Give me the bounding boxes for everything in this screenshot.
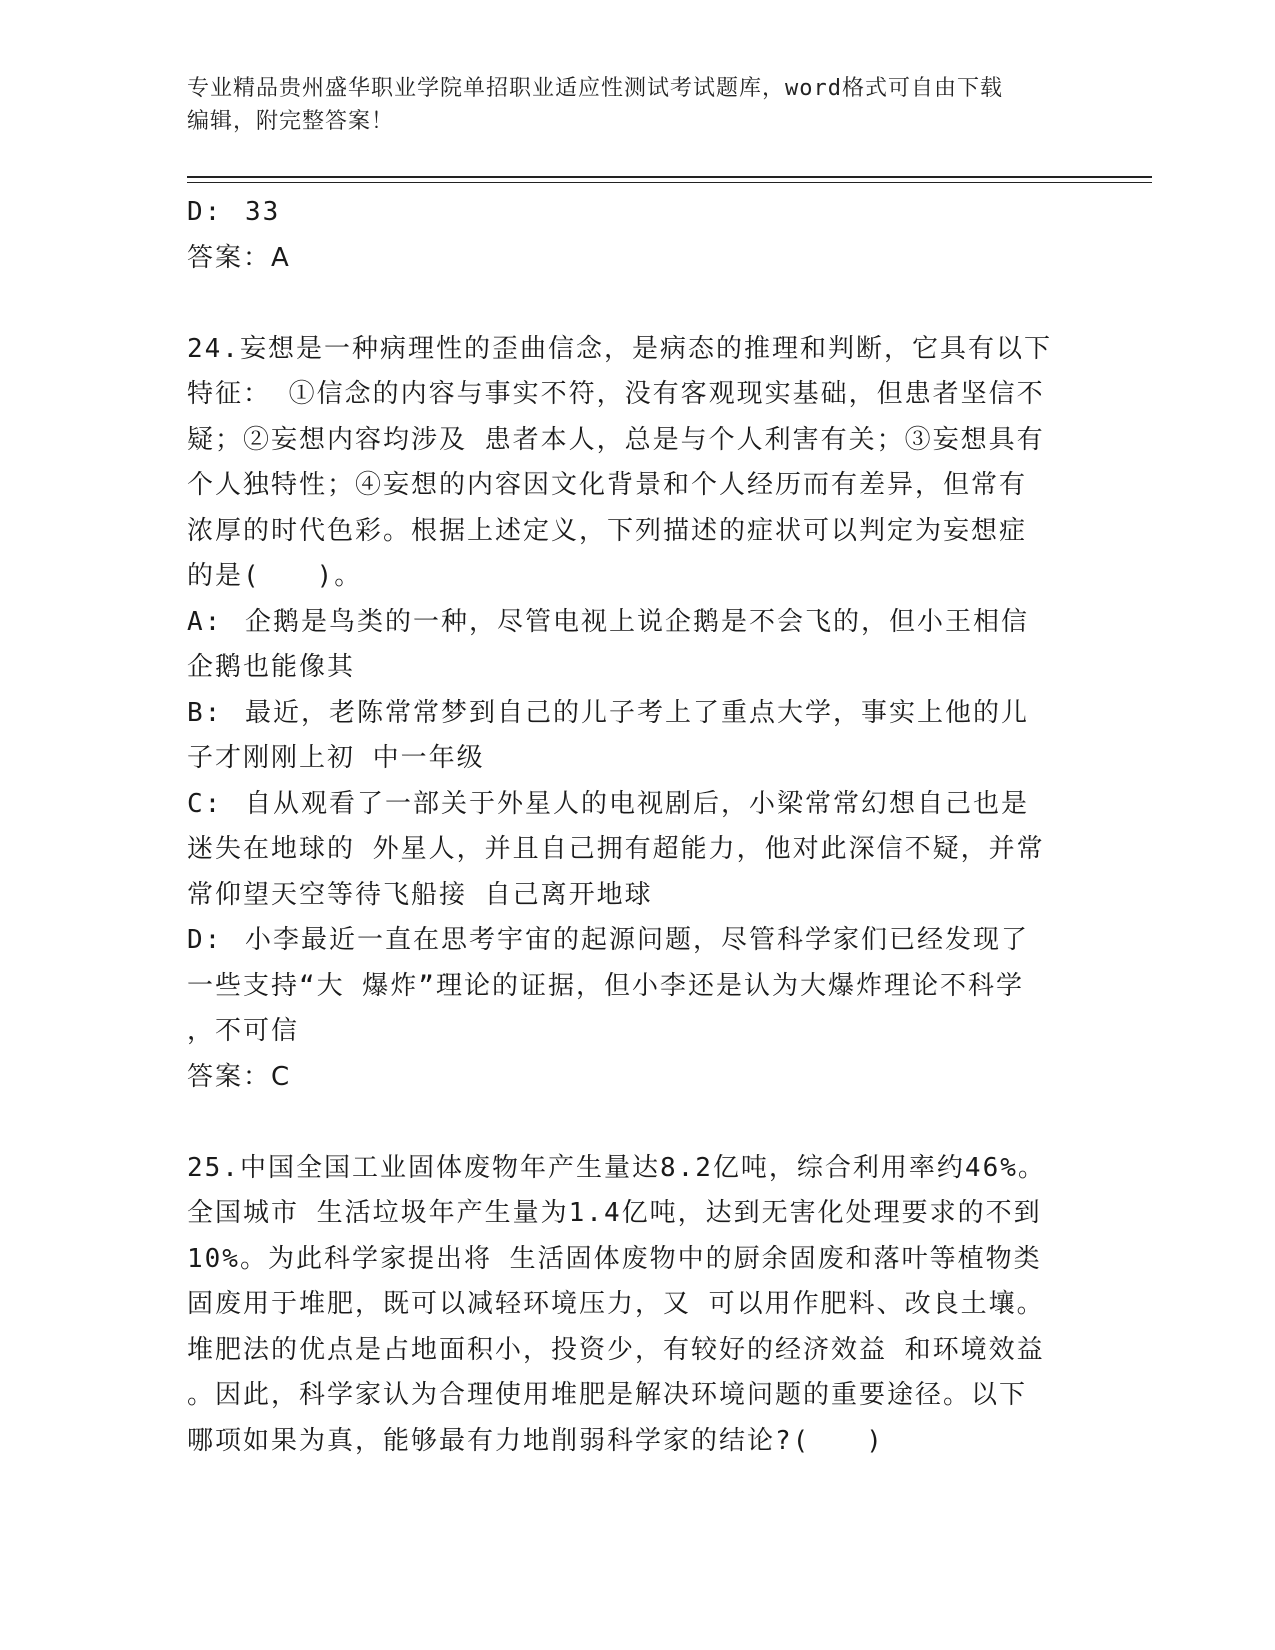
question-line: 个人独特性；④妄想的内容因文化背景和个人经历而有差异，但常有 [187,470,1028,500]
header-rule-thin [187,182,1152,183]
question-line: 的是( )。 [187,561,363,591]
question-line: 疑；②妄想内容均涉及 患者本人，总是与个人利害有关；③妄想具有 [187,424,1045,455]
spacer [187,1100,1077,1146]
option-c [187,782,1077,919]
option-text: 子才刚刚上初 中一年级 [187,743,485,773]
header-rule-thick [187,176,1152,178]
option-text: 小李最近一直在思考宇宙的起源问题，尽管科学家们已经发现了 [245,925,1030,955]
question-line: 10%。为此科学家提出将 生活固体废物中的厨余固废和落叶等植物类 [187,1243,1042,1274]
option-text: 33 [245,197,281,227]
question-line: 25.中国全国工业固体废物年产生量达8.2亿吨，综合利用率约46%。 [187,1152,1046,1183]
prev-option-d [187,190,1077,236]
option-b [187,691,1077,782]
option-d [187,918,1077,1055]
question-line: 24.妄想是一种病理性的歪曲信念，是病态的推理和判断，它具有以下 [187,333,1052,364]
question-line: 堆肥法的优点是占地面积小，投资少，有较好的经济效益 和环境效益 [187,1334,1045,1365]
header-line-2: 编辑，附完整答案！ [187,109,395,134]
page-header [187,72,1067,138]
option-text: 自从观看了一部关于外星人的电视剧后，小梁常常幻想自己也是 [245,788,1030,819]
question-line: 固废用于堆肥，既可以减轻环境压力，又 可以用作肥料、改良土壤。 [187,1289,1045,1319]
spacer [187,281,1077,327]
option-text: 一些支持“大 爆炸”理论的证据，但小李还是认为大爆炸理论不科学 [187,970,1024,1001]
option-a [187,600,1077,691]
question-line: 特征： ①信念的内容与事实不符，没有客观现实基础，但患者坚信不 [187,379,1045,409]
option-text: ，不可信 [187,1016,300,1046]
question-line: 浓厚的时代色彩。根据上述定义，下列描述的症状可以判定为妄想症 [187,515,1028,546]
question-line: 。因此，科学家认为合理使用堆肥是解决环境问题的重要途径。以下 [187,1380,1028,1410]
option-label: D: [187,197,223,227]
answer: 答案：C [187,1061,292,1092]
option-label: C: [187,788,223,819]
option-text: 企鹅是鸟类的一种，尽管电视上说企鹅是不会飞的，但小王相信 [245,606,1030,637]
question-line: 哪项如果为真，能够最有力地削弱科学家的结论?( ) [187,1425,884,1456]
question-24 [187,327,1077,1101]
option-label: B: [187,697,223,728]
question-line: 全国城市 生活垃圾年产生量为1.4亿吨，达到无害化处理要求的不到 [187,1198,1042,1228]
option-text: 最近，老陈常常梦到自己的儿子考上了重点大学，事实上他的儿 [245,697,1030,728]
option-label: D: [187,925,223,955]
prev-answer: 答案：A [187,242,291,273]
option-text: 迷失在地球的 外星人，并且自己拥有超能力，他对此深信不疑，并常 [187,834,1045,864]
option-text: 常仰望天空等待飞船接 自己离开地球 [187,879,653,910]
question-25 [187,1146,1077,1465]
option-label: A: [187,606,223,637]
option-text: 企鹅也能像其 [187,652,356,682]
header-line-1: 专业精品贵州盛华职业学院单招职业适应性测试考试题库，word格式可自由下载 [187,76,1003,101]
document-body [187,190,1077,1464]
